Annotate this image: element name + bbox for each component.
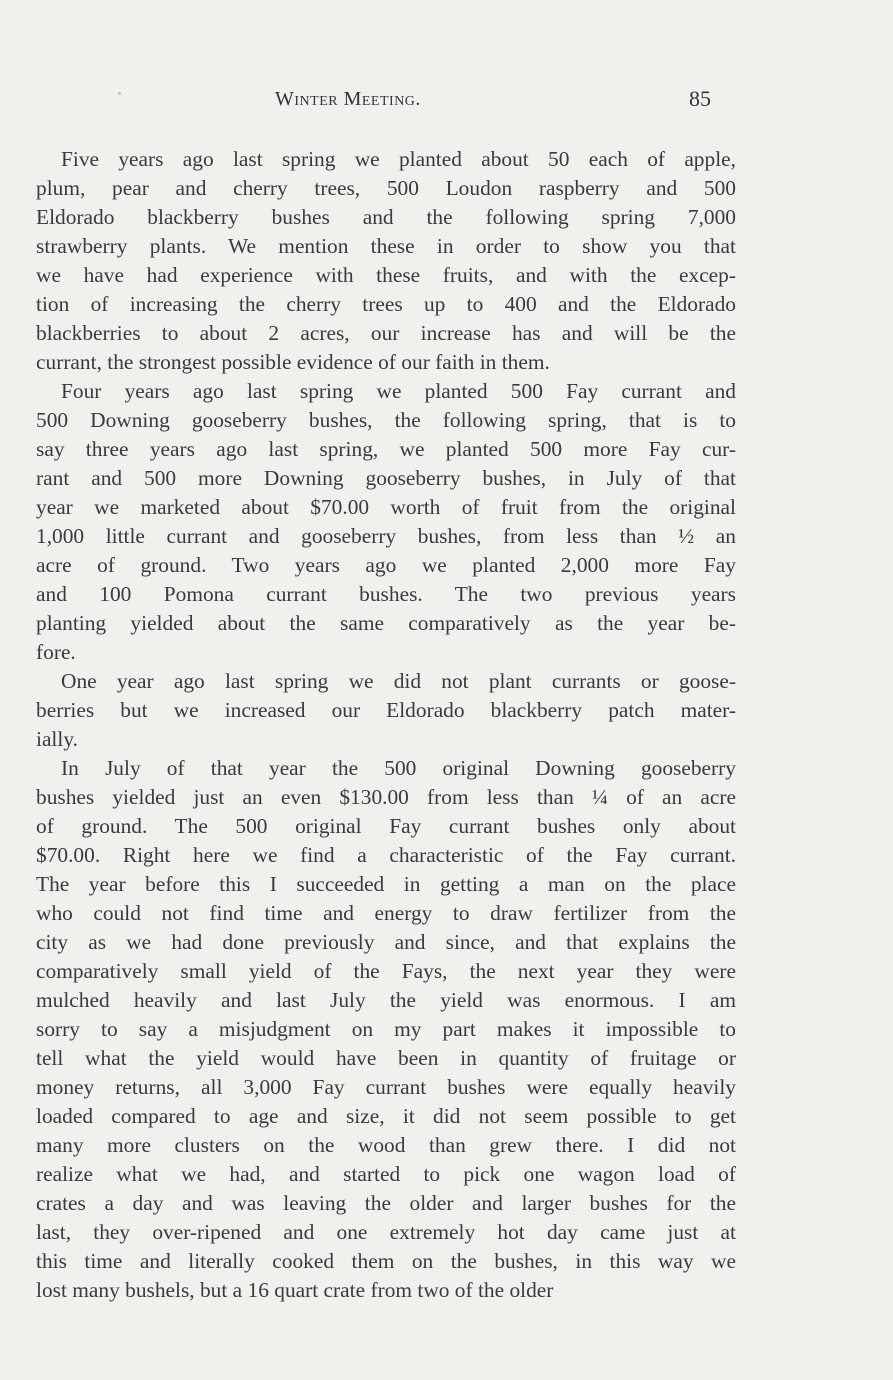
text-line: currant, the strongest possible evidence of our faith in them. xyxy=(36,350,550,374)
text-line: 500 Downing gooseberry bushes, the following spring, that is to xyxy=(36,408,736,432)
text-line: city as we had done previously and since, and that explains the xyxy=(36,930,736,954)
text-line: strawberry plants. We mention these in order to show you that xyxy=(36,234,736,258)
text-line: tion of increasing the cherry trees up to 400 and the Eldorado xyxy=(36,292,736,316)
text-line: Four years ago last spring we planted 500 Fay currant and xyxy=(61,379,736,403)
text-line: money returns, all 3,000 Fay currant bushes were equally heavily xyxy=(36,1075,736,1099)
paragraph xyxy=(36,377,736,667)
text-line: ially. xyxy=(36,727,78,751)
text-line: comparatively small yield of the Fays, the next year they were xyxy=(36,959,736,983)
paper-speck xyxy=(118,92,121,95)
text-line: One year ago last spring we did not plant currants or goose- xyxy=(61,669,736,693)
text-line: planting yielded about the same comparatively as the year be- xyxy=(36,611,736,635)
text-line: lost many bushels, but a 16 quart crate from two of the older xyxy=(36,1278,554,1302)
text-line: this time and literally cooked them on the bushes, in this way we xyxy=(36,1249,736,1273)
text-line: berries but we increased our Eldorado blackberry patch mater- xyxy=(36,698,736,722)
running-head: Winter Meeting. xyxy=(275,88,421,110)
text-line: realize what we had, and started to pick one wagon load of xyxy=(36,1162,736,1186)
text-line: who could not find time and energy to draw fertilizer from the xyxy=(36,901,736,925)
text-line: many more clusters on the wood than grew there. I did not xyxy=(36,1133,736,1157)
text-line: In July of that year the 500 original Downing gooseberry xyxy=(61,756,736,780)
text-line: Eldorado blackberry bushes and the following spring 7,000 xyxy=(36,205,736,229)
text-line: The year before this I succeeded in getting a man on the place xyxy=(36,872,736,896)
text-line: tell what the yield would have been in quantity of fruitage or xyxy=(36,1046,736,1070)
text-line: mulched heavily and last July the yield was enormous. I am xyxy=(36,988,736,1012)
text-line: of ground. The 500 original Fay currant bushes only about xyxy=(36,814,736,838)
text-line: loaded compared to age and size, it did not seem possible to get xyxy=(36,1104,736,1128)
text-line: blackberries to about 2 acres, our increase has and will be the xyxy=(36,321,736,345)
text-line: 1,000 little currant and gooseberry bushes, from less than ½ an xyxy=(36,524,736,548)
paragraph xyxy=(36,754,736,1305)
page-number: 85 xyxy=(689,86,711,111)
text-line: rant and 500 more Downing gooseberry bushes, in July of that xyxy=(36,466,736,490)
text-line: Five years ago last spring we planted about 50 each of apple, xyxy=(61,147,736,171)
text-line: crates a day and was leaving the older and larger bushes for the xyxy=(36,1191,736,1215)
text-line: and 100 Pomona currant bushes. The two previous years xyxy=(36,582,736,606)
text-line: fore. xyxy=(36,640,76,664)
paragraph xyxy=(36,145,736,377)
text-line: last, they over-ripened and one extremely hot day came just at xyxy=(36,1220,736,1244)
text-line: year we marketed about $70.00 worth of fruit from the original xyxy=(36,495,736,519)
text-line: say three years ago last spring, we planted 500 more Fay cur- xyxy=(36,437,736,461)
body-text xyxy=(36,145,736,1305)
text-line: we have had experience with these fruits, and with the excep- xyxy=(36,263,736,287)
text-line: acre of ground. Two years ago we planted 2,000 more Fay xyxy=(36,553,736,577)
text-line: plum, pear and cherry trees, 500 Loudon raspberry and 500 xyxy=(36,176,736,200)
text-line: $70.00. Right here we find a characteristic of the Fay currant. xyxy=(36,843,736,867)
text-line: sorry to say a misjudgment on my part makes it impossible to xyxy=(36,1017,736,1041)
paragraph xyxy=(36,667,736,754)
text-line: bushes yielded just an even $130.00 from less than ¼ of an acre xyxy=(36,785,736,809)
